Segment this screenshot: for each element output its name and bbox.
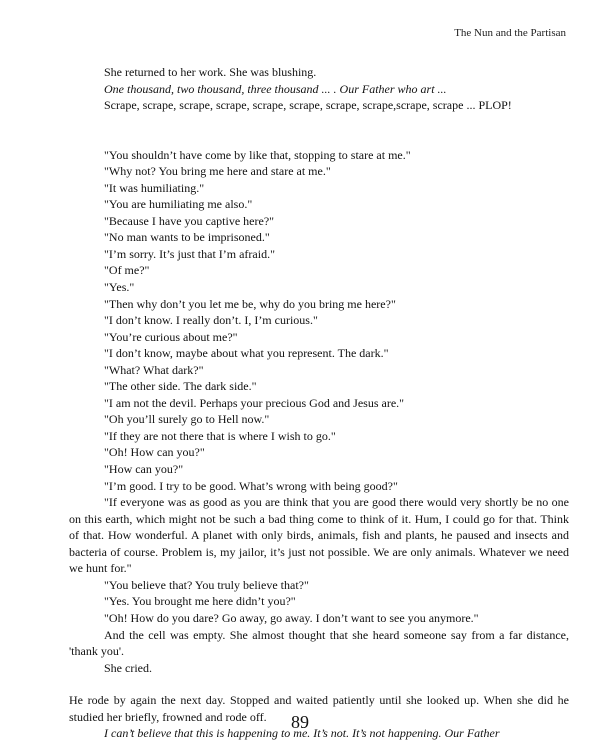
paragraph: "Oh you’ll surely go to Hell now.": [104, 412, 270, 427]
paragraph: "If everyone was as good as you are think that you are good there would very shortly be no one on this earth, which might not be such a bad thing come to think of it. Hum, I could go for that. Think of that. How wonderful. A planet with only birds, animals, fish and plants, he paused and insects and bacteria of course. Problem is, my jailor, it’s just not possible. We are only animals. Whatever we need we hunt for.": [69, 495, 569, 576]
paragraph: "What? What dark?": [104, 362, 204, 377]
paragraph: "Oh! How do you dare? Go away, go away. I don’t want to see you anymore.": [104, 610, 479, 625]
paragraph: "Oh! How can you?": [104, 445, 205, 460]
paragraph: "I’m good. I try to be good. What’s wrong with being good?": [104, 478, 398, 493]
paragraph: She cried.: [104, 660, 152, 675]
paragraph: "Yes.": [104, 280, 135, 295]
paragraph: One thousand, two thousand, three thousand ... . Our Father who art ...: [104, 81, 447, 96]
paragraph: I can’t believe that this is happening to me. It’s not. It’s not happening. Our Father: [104, 726, 500, 741]
paragraph: "The other side. The dark side.": [104, 379, 257, 394]
paragraph: "I’m sorry. It’s just that I’m afraid.": [104, 246, 275, 261]
paragraph: "You are humiliating me also.": [104, 197, 253, 212]
paragraph: He rode by again the next day. Stopped and waited patiently until she looked up. When she did he studied her briefly, frowned and rode off.: [69, 693, 569, 724]
paragraph: "You shouldn’t have come by like that, stopping to stare at me.": [104, 147, 411, 162]
paragraph: And the cell was empty. She almost thought that she heard someone say from a far distance, 'thank you'.: [69, 627, 569, 659]
paragraph: "Of me?": [104, 263, 150, 278]
paragraph: "If they are not there that is where I wish to go.": [104, 428, 336, 443]
paragraph: "I don’t know, maybe about what you represent. The dark.": [104, 346, 389, 361]
paragraph: "Then why don’t you let me be, why do you bring me here?": [104, 296, 396, 311]
paragraph: "No man wants to be imprisoned.": [104, 230, 270, 245]
paragraph: Scrape, scrape, scrape, scrape, scrape, scrape, scrape, scrape,scrape, scrape ... PLOP!: [104, 98, 512, 113]
running-header: The Nun and the Partisan: [454, 27, 566, 39]
paragraph: "I don’t know. I really don’t. I, I’m curious.": [104, 313, 318, 328]
paragraph: She returned to her work. She was blushing.: [104, 65, 317, 79]
paragraph: "You believe that? You truly believe that?": [104, 577, 309, 592]
paragraph: "You’re curious about me?": [104, 329, 238, 344]
page-number: 89: [291, 712, 309, 732]
paragraph: "It was humiliating.": [104, 180, 205, 195]
section-gap: [69, 676, 569, 692]
paragraph: "Because I have you captive here?": [104, 213, 275, 228]
paragraph: "Why not? You bring me here and stare at me.": [104, 164, 331, 179]
section-gap: [69, 114, 569, 147]
paragraph: "Yes. You brought me here didn’t you?": [104, 594, 296, 609]
page-body: [69, 64, 569, 742]
paragraph: "I am not the devil. Perhaps your precious God and Jesus are.": [104, 395, 405, 410]
paragraph: "How can you?": [104, 462, 184, 477]
